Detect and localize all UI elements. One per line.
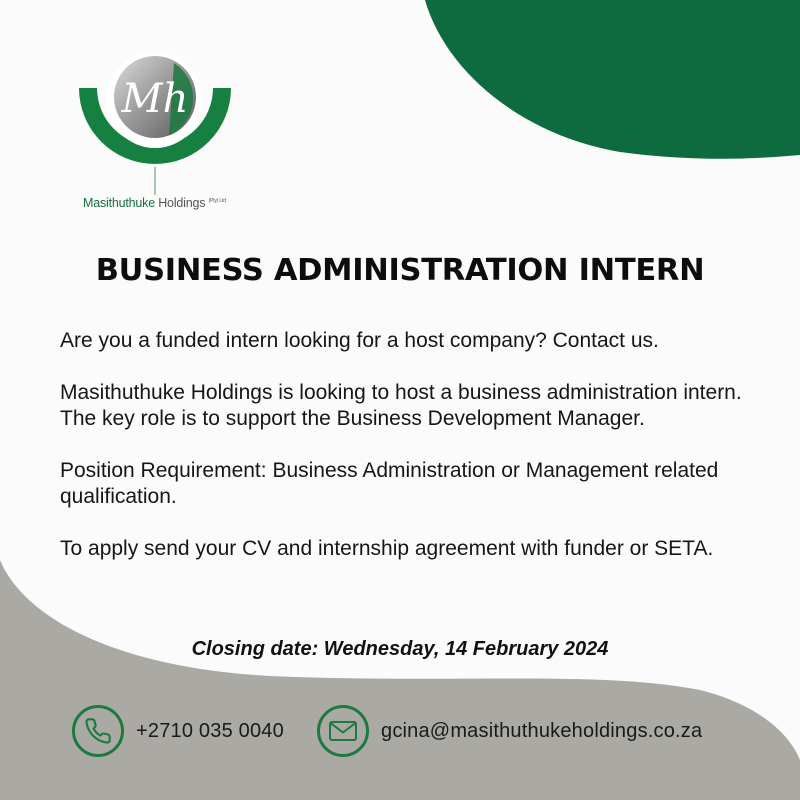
company-name-secondary: Holdings [158,196,206,210]
apply-paragraph: To apply send your CV and internship agreement with funder or SETA. [60,537,714,560]
requirement-paragraph: Position Requirement: Business Administration or Management related qualification. [60,459,719,508]
closing-date: Closing date: Wednesday, 14 February 2024 [191,638,609,660]
role-paragraph: Masithuthuke Holdings is looking to host a business administration intern. The key role is to support the Business Development Manager. [60,381,742,430]
company-name-main: Masithuthuke [83,196,155,210]
email-contact[interactable] [317,705,702,757]
company-name-suffix: (Pty) Ltd [208,197,226,204]
job-description [60,328,750,588]
phone-contact[interactable] [72,705,284,757]
company-logo [74,38,244,218]
phone-number[interactable]: +2710 035 0040 [136,719,284,742]
intro-paragraph: Are you a funded intern looking for a host company? Contact us. [60,329,659,352]
email-address[interactable]: gcina@masithuthukeholdings.co.za [381,719,703,742]
top-right-green-arc [425,0,800,159]
mail-icon [317,705,369,757]
bottom-grey-wave [0,560,800,800]
logo-monogram: Mh [121,76,189,122]
phone-icon [72,705,124,757]
company-name [83,196,226,210]
page-title: BUSINESS ADMINISTRATION INTERN [95,253,705,288]
